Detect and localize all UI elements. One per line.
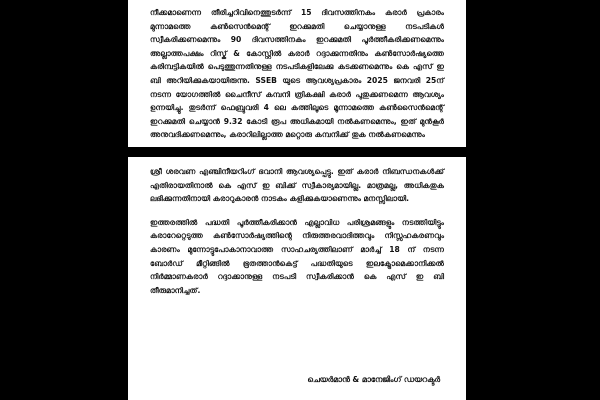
document-page-bottom xyxy=(128,157,466,400)
page-separator xyxy=(128,147,466,157)
signature-line: ചെയർമാൻ & മാനേജിംഗ് ഡയറക്ടർ xyxy=(307,375,440,384)
paragraph-decision: ഇത്തരത്തിൽ പദ്ധതി പൂർത്തീകരിക്കാൻ എല്ലാവിധ പരിശ്രമങ്ങളും നടത്തിയിട്ടും കരാറേറ്റെടുത്ത കൺസോർഷ്യത്തിന്റെ നിരുത്തരവാദിത്തവും നിസ്സഹകരണവും കാരണം മുന്നോട്ടുപോകാനാവാത്ത സാഹചര്യത്തിലാണ് മാർച്ച് 18 ന് നടന്ന ബോർഡ് മീറ്റിങ്ങിൽ ഭൂതത്താൻകെട്ട് പദ്ധതിയുടെ ഇലക്ട്രോമെക്കാനിക്കൽ നിർമ്മാണകരാർ റദ്ദാക്കാനുള്ള നടപടി സ്വീകരിക്കാൻ കെ എസ് ഇ ബി തീരുമാനിച്ചത്. xyxy=(150,217,444,295)
document-page-top xyxy=(128,0,466,147)
paragraph-demand: ശ്രീ ശരവണ എഞ്ചിനീയറിംഗ് ഭവാനി ആവശ്യപ്പെട്ടു. ഇത് കരാർ നിബന്ധനകൾക്ക് എതിരായതിനാൽ കെ എസ് ഇ ബിക്ക് സ്വീകാര്യമായില്ല. മാത്രമല്ല, അധികതുക ലഭിക്കുന്നതിനായി കരാറുകാരൻ നാടകം കളിക്കുകയാണെന്നും മനസ്സിലായി. xyxy=(150,167,444,204)
paragraph-top: നീക്കമാണെന്ന തീരിച്ചറിവിനെത്തുടർന്ന് 15 ദിവസത്തിനകം കരാർ പ്രകാരം മുന്നാമത്തെ കൺസെൻമെന്റ് ഇറക്കുമതി ചെയ്യാനുള്ള നടപടികൾ സ്വീകരിക്കണമെന്നും 90 ദിവസത്തിനകം ഇറക്കുമതി പൂർത്തീകരിക്കണമെന്നും അല്ലാത്തപക്ഷം റിസ്ക് & കോസ്റ്റിൽ കരാർ റദ്ദാക്കുന്നതിനും കൺസോർഷ്യത്തെ കരിമ്പട്ടികയിൽ പെടുത്തുന്നതിനുള്ള നടപടികളിലേക്കു കടക്കണമെന്നും കെ എസ് ഇ ബി അറിയിക്കുകയായിരുന്നു. SSEB യുടെ ആവശ്യപ്രകാരം 2025 ജനവരി 25ന് നടന്ന യോഗത്തിൽ ചൈനീസ് കമ്പനി ത്രികക്ഷി കരാർ പുതുക്കണമെന്ന ആവശ്യം ഉന്നയിച്ചു. തുടർന്ന് ഫെബ്രുവരി 4 ലെ കത്തിലൂടെ മൂന്നാമത്തെ കൺസൈൻമെന്റ് ഇറക്കുമതി ചെയ്യാൻ 9.32 കോടി രൂപ അധികമായി നൽകണമെന്നും, ഇത് മുൻകൂർ അനുവദിക്കണമെന്നും, കരാറിലില്ലാത്ത മറ്റൊരു കമ്പനിക്ക് തുക നൽകണമെന്നും xyxy=(150,8,444,140)
